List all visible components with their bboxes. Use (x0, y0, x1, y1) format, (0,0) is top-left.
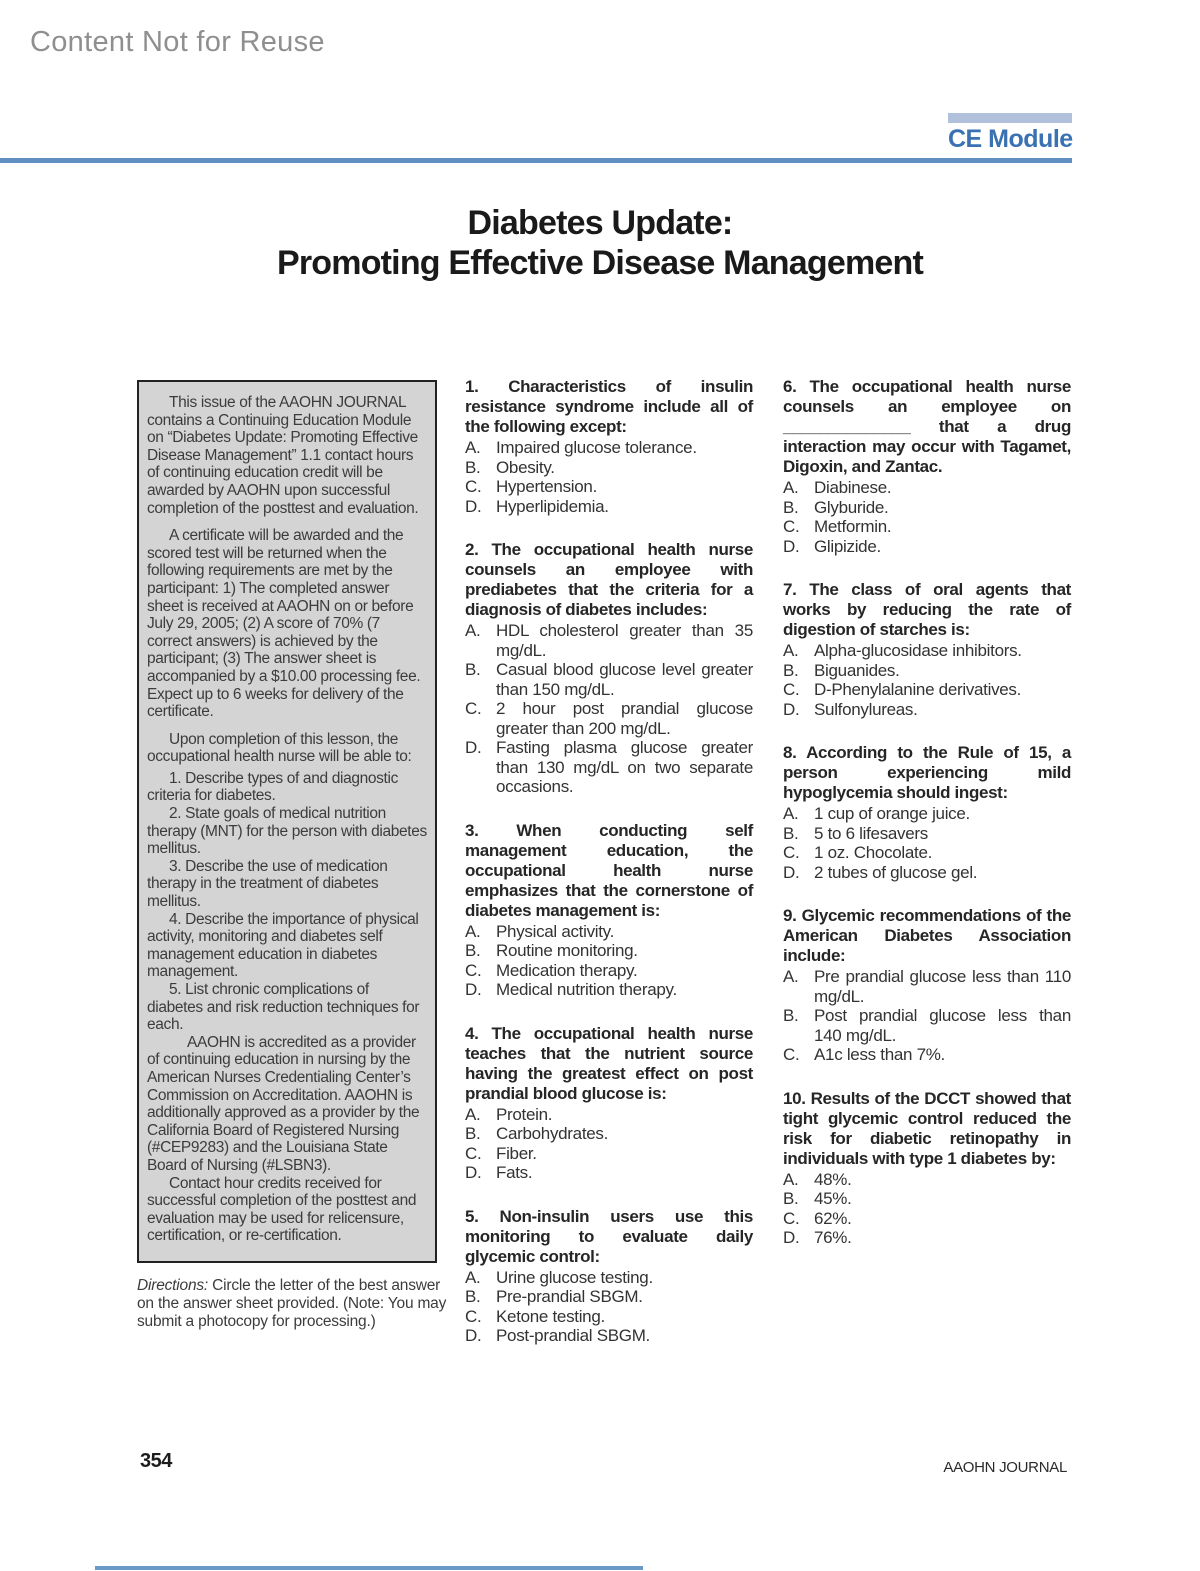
option-text: Pre-prandial SBGM. (496, 1287, 643, 1306)
option-letter: A. (783, 641, 799, 660)
question-block (465, 540, 753, 797)
option-text: Glipizide. (814, 536, 881, 556)
answer-option (783, 700, 1071, 720)
question-block (465, 377, 753, 516)
ce-info-box (137, 380, 437, 1263)
option-letter: A. (783, 967, 799, 986)
option-text: Hypertension. (496, 477, 597, 496)
questions-column-2 (783, 377, 1071, 1272)
option-letter: D. (783, 536, 800, 556)
left-column (137, 380, 447, 1331)
option-text: Glyburide. (814, 497, 889, 517)
option-text: 1 oz. Chocolate. (814, 843, 933, 862)
option-text: Urine glucose testing. (496, 1267, 653, 1287)
option-text: Post prandial glucose less than 140 mg/dL. (814, 1006, 1071, 1045)
question-stem: 3. When conducting self management education, the occupational health nurse emphasizes that the cornerstone of diabetes management is: (465, 820, 753, 920)
option-text: Fiber. (496, 1143, 537, 1163)
option-text: Carbohydrates. (496, 1124, 609, 1143)
answer-option (465, 922, 753, 942)
answer-option (465, 961, 753, 981)
answer-option (783, 1006, 1071, 1045)
option-letter: D. (465, 1163, 482, 1182)
option-letter: C. (783, 680, 800, 699)
answer-option (465, 1307, 753, 1327)
option-text: 1 cup of orange juice. (814, 804, 970, 823)
ce-module-badge (948, 113, 1072, 154)
question-block (783, 580, 1071, 719)
title-line-1: Diabetes Update: (467, 204, 733, 242)
watermark-text: Content Not for Reuse (30, 26, 325, 58)
question-stem: 10. Results of the DCCT showed that tight glycemic control reduced the risk for diabetic retinopathy in individuals with type 1 diabetes by: (783, 1088, 1071, 1168)
info-box-paragraph: 2. State goals of medical nutrition therapy (MNT) for the person with diabetes mellitus. (147, 805, 427, 858)
answer-option (465, 1163, 753, 1183)
answer-option (783, 641, 1071, 661)
question-stem: 7. The class of oral agents that works by reducing the rate of digestion of starches is: (783, 580, 1071, 639)
ce-module-bar (948, 113, 1072, 123)
question-stem: 5. Non-insulin users use this monitoring to evaluate daily glycemic control: (465, 1206, 753, 1266)
answer-option (465, 1144, 753, 1164)
option-text: Protein. (496, 1104, 553, 1124)
option-text: Biguanides. (814, 660, 900, 680)
option-letter: D. (783, 699, 800, 719)
answer-option (783, 824, 1071, 844)
option-letter: C. (783, 1045, 800, 1064)
info-box-paragraph: This issue of the AAOHN JOURNAL contains a Continuing Education Module on “Diabetes Update: Promoting Effective Disease Management” 1.1 contact hours of continuing education credit will be awarded by AAOHN upon successful completion of the posttest and evaluation. (147, 394, 419, 517)
option-letter: D. (465, 738, 482, 757)
option-text: 76%. (814, 1228, 852, 1247)
question-stem: 6. The occupational health nurse counsels an employee on ______________ that a drug interaction may occur with Tagamet, Digoxin, and Zantac. (783, 377, 1071, 476)
option-letter: C. (783, 517, 800, 536)
questions-column-1 (465, 377, 753, 1370)
option-letter: B. (465, 1287, 481, 1306)
option-text: Hyperlipidemia. (496, 496, 609, 516)
option-text: HDL cholesterol greater than 35 mg/dL. (496, 621, 753, 660)
answer-option (465, 438, 753, 458)
question-block (465, 1024, 753, 1183)
answer-option (783, 1170, 1071, 1190)
option-text: Fasting plasma glucose greater than 130 mg/dL on two separate occasions. (496, 738, 753, 796)
option-letter: B. (783, 497, 799, 517)
option-letter: C. (465, 699, 482, 718)
option-letter: D. (465, 980, 482, 999)
answer-option (465, 941, 753, 961)
directions (137, 1277, 447, 1331)
option-text: Physical activity. (496, 921, 615, 941)
option-text: Fats. (496, 1163, 533, 1182)
journal-name: AAOHN JOURNAL (943, 1459, 1067, 1476)
option-letter: A. (465, 621, 481, 640)
option-letter: A. (783, 1169, 799, 1189)
question-stem: 4. The occupational health nurse teaches that the nutrient source having the greatest effect on post prandial blood glucose is: (465, 1023, 753, 1103)
option-text: 48%. (814, 1169, 852, 1189)
question-stem: 2. The occupational health nurse counsels an employee with prediabetes that the criteria for a diagnosis of diabetes includes: (465, 540, 753, 619)
info-box-paragraph: Upon completion of this lesson, the occupational health nurse will be able to: (147, 730, 412, 766)
question-block (783, 906, 1071, 1065)
answer-option (783, 680, 1071, 700)
answer-option (465, 1105, 753, 1125)
option-letter: B. (465, 457, 481, 477)
answer-option (783, 843, 1071, 863)
option-text: 5 to 6 lifesavers (814, 823, 928, 843)
option-letter: B. (465, 941, 481, 960)
question-block (783, 743, 1071, 882)
question-block (465, 1207, 753, 1346)
option-text: Obesity. (496, 457, 555, 477)
answer-option (465, 497, 753, 517)
answer-option (465, 477, 753, 497)
ce-module-label: CE Module (948, 125, 1073, 153)
option-text: Medical nutrition therapy. (496, 980, 677, 999)
directions-label: Directions: (137, 1276, 209, 1294)
option-letter: A. (465, 1267, 481, 1287)
option-text: 62%. (814, 1208, 852, 1228)
option-letter: B. (783, 660, 799, 680)
answer-option (465, 738, 753, 797)
option-letter: C. (465, 1306, 482, 1326)
answer-option (783, 1045, 1071, 1065)
option-letter: B. (465, 1124, 481, 1143)
answer-option (465, 699, 753, 738)
question-stem: 9. Glycemic recommendations of the American Diabetes Association include: (783, 906, 1071, 965)
option-letter: A. (783, 804, 799, 823)
option-text: Routine monitoring. (496, 941, 638, 960)
option-letter: C. (783, 1208, 800, 1228)
answer-option (783, 661, 1071, 681)
option-letter: A. (465, 921, 481, 941)
answer-option (465, 980, 753, 1000)
answer-option (465, 621, 753, 660)
option-letter: B. (465, 660, 481, 679)
bottom-rule (95, 1566, 643, 1570)
option-text: D-Phenylalanine derivatives. (814, 680, 1022, 699)
option-text: Post-prandial SBGM. (496, 1326, 650, 1345)
option-letter: C. (465, 1143, 482, 1163)
answer-option (783, 967, 1071, 1006)
option-letter: D. (783, 862, 800, 882)
answer-option (465, 1287, 753, 1307)
header-rule (0, 158, 1072, 163)
answer-option (783, 804, 1071, 824)
option-text: Medication therapy. (496, 960, 638, 980)
answer-option (783, 863, 1071, 883)
option-text: 2 tubes of glucose gel. (814, 862, 978, 882)
answer-option (783, 1189, 1071, 1209)
info-box-paragraph: 1. Describe types of and diagnostic criteria for diabetes. (147, 769, 398, 805)
question-stem: 8. According to the Rule of 15, a person experiencing mild hypoglycemia should ingest: (783, 743, 1071, 802)
question-block (783, 1089, 1071, 1248)
option-letter: B. (783, 1189, 799, 1208)
option-letter: C. (783, 843, 800, 862)
info-box-paragraph: Contact hour credits received for successful completion of the posttest and evaluation may be used for relicensure, certification, or re-certification. (147, 1174, 417, 1245)
answer-option (783, 517, 1071, 537)
answer-option (465, 458, 753, 478)
info-box-paragraph: 3. Describe the use of medication therapy in the treatment of diabetes mellitus. (147, 857, 388, 911)
option-letter: D. (465, 1326, 482, 1345)
article-title (0, 203, 1200, 283)
directions-text: Circle the letter of the best answer on the answer sheet provided. (Note: You may submit a photocopy for processing.) (137, 1276, 447, 1330)
title-line-2: Promoting Effective Disease Management (276, 244, 923, 282)
answer-option (783, 537, 1071, 557)
question-block (783, 377, 1071, 556)
option-letter: B. (783, 823, 799, 843)
info-box-paragraph: A certificate will be awarded and the scored test will be returned when the following requirements are met by the participant: 1) The completed answer sheet is received at AAOHN on or before July 29, 2005; (2) A score of 70% (7 correct answers) is achieved by the participant; (3) The answer sheet is accompanied by a $10.00 processing fee. Expect up to 6 weeks for delivery of the certificate. (147, 527, 421, 721)
answer-option (465, 1124, 753, 1144)
answer-option (465, 1326, 753, 1346)
answer-option (465, 1268, 753, 1288)
option-text: 2 hour post prandial glucose greater than 200 mg/dL. (496, 699, 753, 738)
answer-option (783, 478, 1071, 498)
option-text: Ketone testing. (496, 1306, 605, 1326)
option-text: A1c less than 7%. (814, 1045, 945, 1064)
option-text: Casual blood glucose level greater than 150 mg/dL. (496, 660, 753, 699)
answer-option (783, 1209, 1071, 1229)
option-letter: B. (783, 1006, 799, 1025)
option-letter: C. (465, 960, 482, 980)
answer-option (465, 660, 753, 699)
option-text: Impaired glucose tolerance. (496, 438, 697, 457)
page-number: 354 (140, 1450, 172, 1472)
info-box-paragraph: 4. Describe the importance of physical activity, monitoring and diabetes self management education in diabetes management. (147, 910, 419, 981)
option-letter: A. (465, 438, 481, 457)
option-text: Metformin. (814, 517, 892, 536)
question-stem: 1. Characteristics of insulin resistance syndrome include all of the following except: (465, 377, 753, 436)
option-text: Pre prandial glucose less than 110 mg/dL. (814, 967, 1071, 1006)
answer-option (783, 1228, 1071, 1248)
info-box-paragraph: 5. List chronic complications of diabetes and risk reduction techniques for each. (147, 981, 420, 1034)
question-block (465, 821, 753, 1000)
option-letter: A. (783, 478, 799, 497)
option-text: Alpha-glucosidase inhibitors. (814, 641, 1022, 660)
option-text: Sulfonylureas. (814, 699, 918, 719)
option-letter: D. (465, 496, 482, 516)
option-letter: D. (783, 1228, 800, 1247)
option-text: Diabinese. (814, 478, 892, 497)
answer-option (783, 498, 1071, 518)
info-box-paragraph: AAOHN is accredited as a provider of continuing education in nursing by the American Nurses Credentialing Center’s Commission on Accreditation. AAOHN is additionally approved as a provider by the California Board of Registered Nursing (#CEP9283) and the Louisiana State Board of Nursing (#LSBN3). (147, 1033, 420, 1174)
option-letter: A. (465, 1104, 481, 1124)
option-text: 45%. (814, 1189, 852, 1208)
option-letter: C. (465, 477, 482, 496)
